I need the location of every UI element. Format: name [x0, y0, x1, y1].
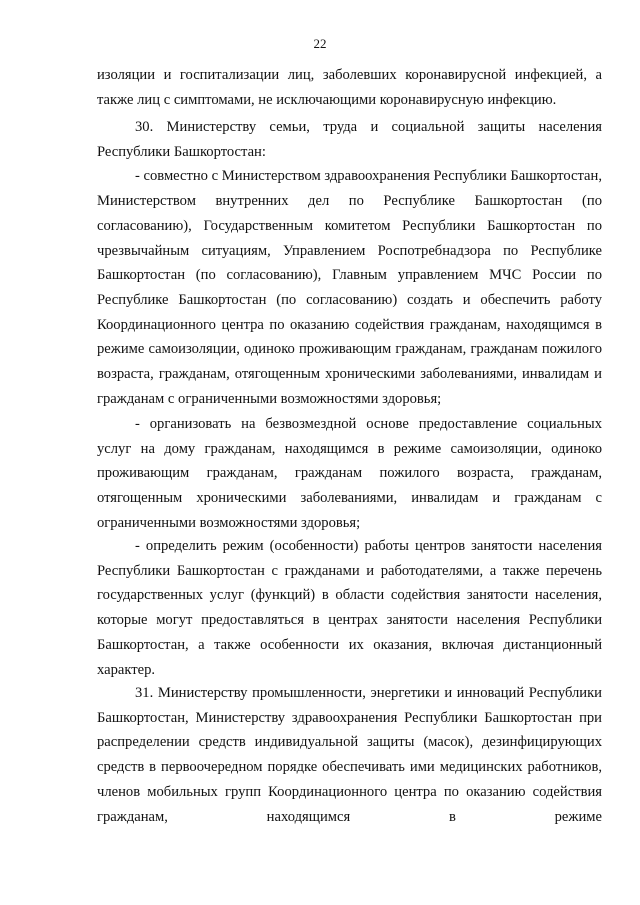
- paragraph-text: 30. Министерству семьи, труда и социальной защиты населения Республики Башкортостан:: [97, 119, 602, 160]
- paragraph-item-30: [97, 115, 602, 411]
- paragraph-text: 31. Министерству промышленности, энергетики и инноваций Республики Башкортостан, Министерству здравоохранения Республики Башкортостан при распределении средств индивидуальной защиты (масок), дезинфицирующих средств в первоочередном порядке обеспечивать ими медицинских работников, членов мобильных групп Координационного центра по оказанию содействия гражданам, находящимся в режиме: [97, 685, 602, 825]
- paragraph-employment-centers: [97, 534, 602, 682]
- page-number: 22: [313, 36, 327, 51]
- paragraph-text: изоляции и госпитализации лиц, заболевших коронавирусной инфекцией, а также лиц с симптомами, не исключающими коронавирусную инфекцию.: [97, 67, 602, 108]
- paragraph-text: - совместно с Министерством здравоохранения Республики Башкортостан, Министерством внутренних дел по Республике Башкортостан (по согласованию), Государственным комитетом Республики Башкортостан по чрезвычайным ситуациям, Управлением Роспотребнадзора по Республике Башкортостан (по согласованию), Главным управлением МЧС России по Республике Башкортостан (по согласованию) создать и обеспечить работу Координационного центра по оказанию содействия гражданам, находящимся в режиме самоизоляции, одиноко проживающим гражданам, гражданам пожилого возраста, гражданам, отягощенным хроническими заболеваниями, инвалидам и гражданам с ограниченными возможностями здоровья;: [97, 168, 602, 407]
- paragraph-text: - организовать на безвозмездной основе предоставление социальных услуг на дому гражданам, находящимся в режиме самоизоляции, одиноко проживающим гражданам, гражданам пожилого возраста, гражданам, отягощенным хроническими заболеваниями, инвалидам и гражданам с ограниченными возможностями здоровья;: [97, 416, 602, 531]
- paragraph-item-31: [97, 681, 602, 829]
- paragraph-social-services: [97, 412, 602, 536]
- paragraph-continuation: [97, 63, 602, 112]
- paragraph-text: - определить режим (особенности) работы центров занятости населения Республики Башкортостан с гражданами и работодателями, а также перечень государственных услуг (функций) в области содействия занятости населения, которые могут предоставляться в центрах занятости населения Республики Башкортостан, а также особенности их оказания, включая дистанционный характер.: [97, 538, 602, 678]
